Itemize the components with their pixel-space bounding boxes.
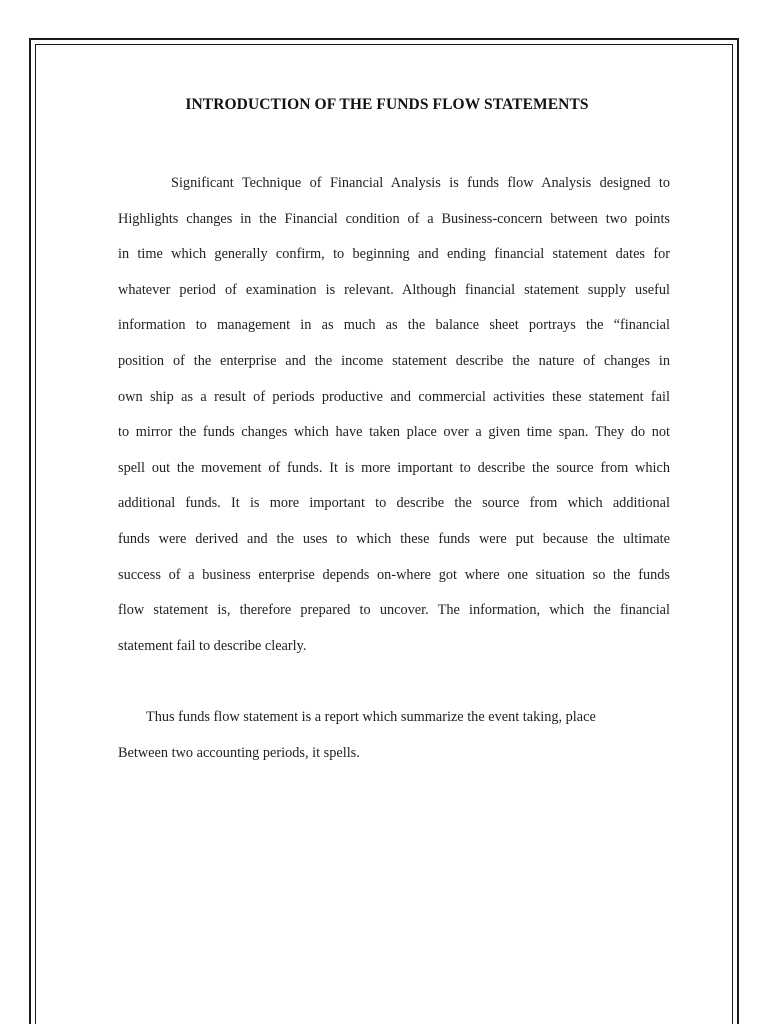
- text-line: position of the enterprise and the income statement describe the nature of changes in: [118, 352, 670, 369]
- text-line: in time which generally confirm, to beginning and ending financial statement dates for: [118, 246, 670, 263]
- text-line: spell out the movement of funds. It is more important to describe the source from which: [118, 459, 670, 476]
- text-line: Between two accounting periods, it spells.: [118, 744, 360, 761]
- text-line: flow statement is, therefore prepared to uncover. The information, which the financial: [118, 602, 670, 619]
- text-line: additional funds. It is more important to describe the source from which additional: [118, 495, 670, 512]
- text-line: to mirror the funds changes which have taken place over a given time span. They do not: [118, 424, 670, 441]
- paragraph-summary: [118, 708, 670, 779]
- text-line: whatever period of examination is relevant. Although financial statement supply useful: [118, 281, 670, 298]
- text-line: own ship as a result of periods productive and commercial activities these statement fail: [118, 388, 670, 405]
- text-line: information to management in as much as the balance sheet portrays the “financial: [118, 317, 670, 334]
- text-line: Highlights changes in the Financial condition of a Business-concern between two points: [118, 210, 670, 227]
- text-line: funds were derived and the uses to which these funds were put because the ultimate: [118, 530, 670, 547]
- paragraph-intro: [118, 174, 670, 672]
- text-line: Thus funds flow statement is a report which summarize the event taking, place: [146, 709, 596, 725]
- document-title: INTRODUCTION OF THE FUNDS FLOW STATEMENTS: [185, 96, 589, 113]
- text-line: statement fail to describe clearly.: [118, 637, 307, 654]
- text-line: Significant Technique of Financial Analysis is funds flow Analysis designed to: [171, 175, 670, 191]
- text-line: success of a business enterprise depends on-where got where one situation so the funds: [118, 566, 670, 583]
